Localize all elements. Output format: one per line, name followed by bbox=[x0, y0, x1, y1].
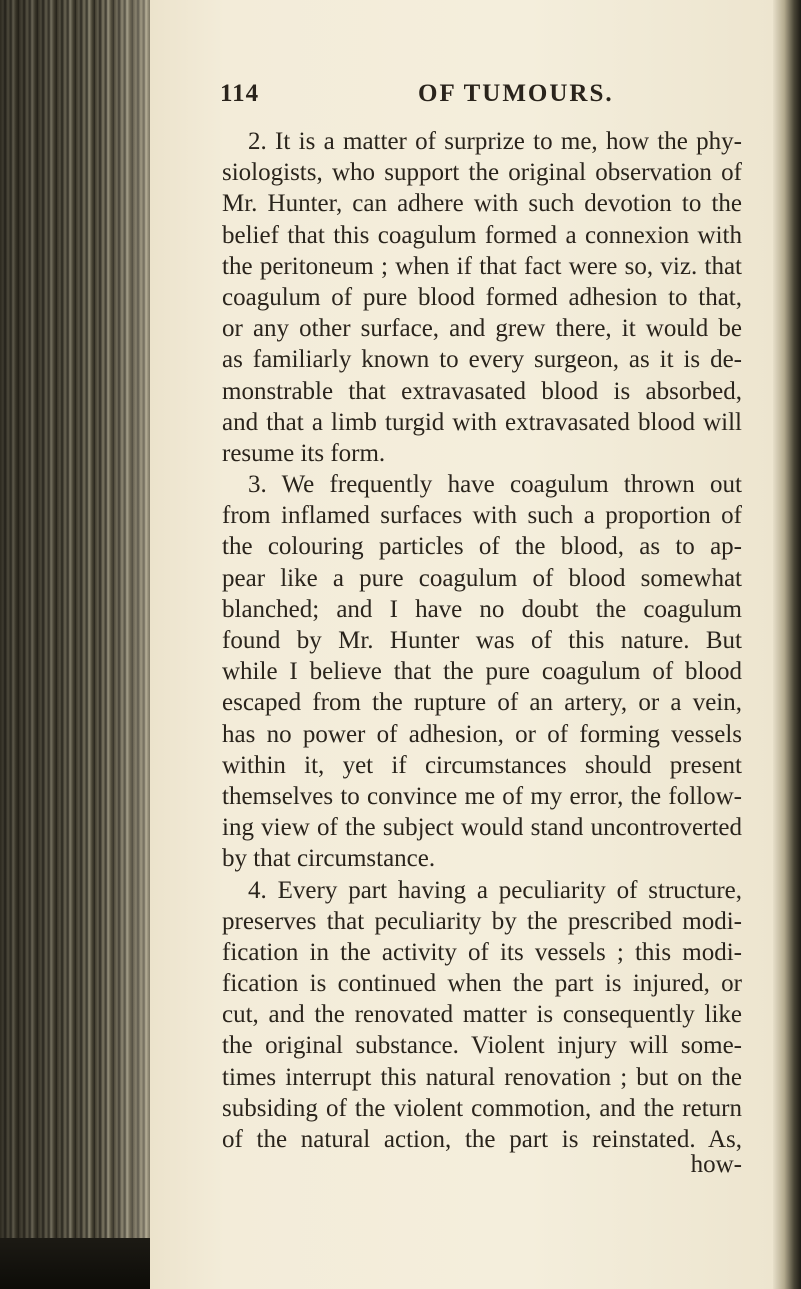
text-line: 4. Every part having a peculiarity of structure, bbox=[248, 876, 742, 904]
text-line: preserves that peculiarity by the prescribed modi- bbox=[222, 907, 742, 935]
text-line: from inflamed surfaces with such a proportion of bbox=[222, 502, 742, 530]
text-line: Mr. Hunter, can adhere with such devotion to the bbox=[222, 190, 742, 218]
text-line: fication is continued when the part is injured, or bbox=[222, 970, 742, 998]
text-line: escaped from the rupture of an artery, or a vein, bbox=[222, 689, 742, 717]
page-number: 114 bbox=[220, 80, 260, 107]
text-line: cut, and the renovated matter is consequently like bbox=[222, 1001, 742, 1029]
text-line: and that a limb turgid with extravasated blood will bbox=[222, 408, 742, 436]
page-edge bbox=[773, 0, 801, 1289]
text-line: pear like a pure coagulum of blood somewhat bbox=[222, 564, 742, 592]
text-line: subsiding of the violent commotion, and the return bbox=[222, 1094, 742, 1122]
body-text bbox=[222, 126, 742, 1155]
text-line: times interrupt this natural renovation ; but on the bbox=[222, 1063, 742, 1091]
text-line: belief that this coagulum formed a connexion with bbox=[222, 221, 742, 249]
text-line: by that circumstance. bbox=[222, 845, 436, 873]
text-line: blanched; and I have no doubt the coagulum bbox=[222, 595, 742, 623]
text-line: fication in the activity of its vessels ; this modi- bbox=[222, 938, 742, 966]
text-line: the colouring particles of the blood, as to ap- bbox=[222, 533, 742, 561]
text-line: ing view of the subject would stand uncontroverted bbox=[222, 814, 742, 842]
text-line: themselves to convince me of my error, the follow- bbox=[222, 782, 742, 810]
text-line: the original substance. Violent injury will some- bbox=[222, 1032, 742, 1060]
gutter-shadow bbox=[0, 1238, 150, 1289]
text-line: siologists, who support the original observation of bbox=[222, 159, 742, 187]
text-line: monstrable that extravasated blood is absorbed, bbox=[222, 377, 742, 405]
text-line: found by Mr. Hunter was of this nature. But bbox=[222, 627, 742, 654]
book-page bbox=[150, 0, 773, 1289]
text-line: has no power of adhesion, or of forming vessels bbox=[222, 720, 742, 748]
chapter-title: OF TUMOURS. bbox=[418, 80, 614, 107]
running-head bbox=[220, 80, 740, 114]
book-gutter bbox=[0, 0, 150, 1289]
text-line: as familiarly known to every surgeon, as it is de- bbox=[222, 346, 742, 374]
text-line: of the natural action, the part is reinstated. As, bbox=[222, 1126, 742, 1153]
catchword: how- bbox=[690, 1151, 742, 1178]
text-line: the peritoneum ; when if that fact were so, viz. that bbox=[222, 252, 742, 280]
text-line: within it, yet if circumstances should present bbox=[222, 751, 742, 779]
text-line: resume its form. bbox=[222, 439, 386, 467]
text-line: while I believe that the pure coagulum of blood bbox=[222, 658, 742, 686]
text-line: coagulum of pure blood formed adhesion to that, bbox=[222, 283, 742, 311]
text-line: 3. We frequently have coagulum thrown out bbox=[248, 471, 742, 499]
text-line: 2. It is a matter of surprize to me, how the phy- bbox=[248, 128, 742, 155]
text-line: or any other surface, and grew there, it would be bbox=[222, 315, 742, 343]
